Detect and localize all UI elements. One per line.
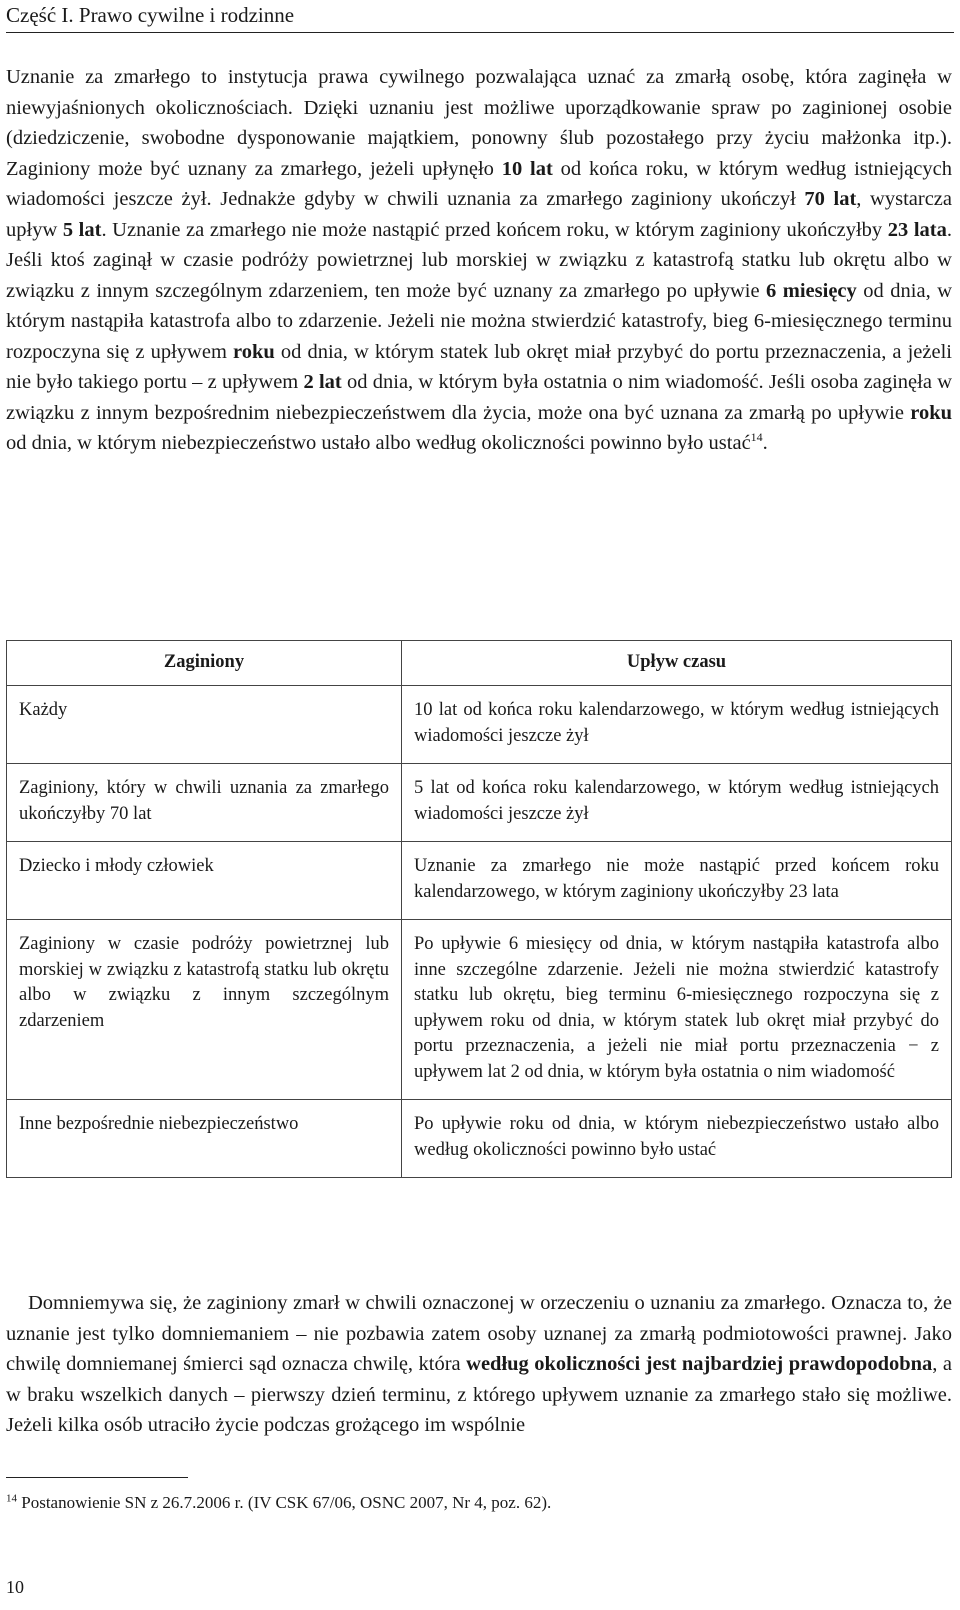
bold-term: 5 lat (62, 218, 102, 241)
page-number: 10 (6, 1577, 24, 1597)
text-segment: od dnia, w którym niebezpieczeństwo ustało albo według okoliczności powinno było ustać (6, 432, 751, 454)
column-header-missing: Zaginiony (7, 641, 402, 686)
bold-term: roku (233, 340, 275, 363)
text-segment: od końca roku, w którym według istniejących wiadomości jeszcze żył. Jednakże gdyby w chwili uznania za zmarłego zaginiony ukończył (6, 157, 952, 210)
footnote (6, 1491, 551, 1515)
table-cell-missing: Każdy (7, 686, 402, 764)
table-row (7, 764, 952, 842)
bold-term: 6 miesięcy (766, 279, 857, 302)
table-cell-time: Uznanie za zmarłego nie może nastąpić przed końcem roku kalendarzowego, w którym zaginiony ukończyłby 23 lata (402, 842, 952, 920)
table-cell-missing: Zaginiony, który w chwili uznania za zmarłego ukończyłby 70 lat (7, 764, 402, 842)
column-header-time: Upływ czasu (402, 641, 952, 686)
text-segment: od dnia, w którym była ostatnia o nim wiadomość. Jeśli osoba zaginęła w związku z innym bezpośrednim niebezpieczeństwem dla życia, może ona być uznana za zmarłą po upływie (6, 371, 952, 424)
text-segment: od dnia, w którym statek lub okręt miał przybyć do portu przeznaczenia, a jeżeli nie było takiego portu – z upływem (6, 340, 952, 393)
presumption-paragraph (6, 1288, 952, 1441)
text-segment: od dnia, w którym nastąpiła katastrofa albo to zdarzenie. Jeżeli nie można stwierdzić katastrofy, bieg 6-miesięcznego terminu rozpoczyna się z upływem (6, 279, 952, 363)
table-cell-time: Po upływie 6 miesięcy od dnia, w którym nastąpiła katastrofa albo inne szczególne zdarzenie. Jeżeli nie można stwierdzić katastrofy statku lub okrętu, bieg terminu 6-miesięcznego rozpoczyna się z upływem roku od dnia, w którym statek lub okręt miał przybyć do portu przeznaczenia, a jeżeli nie miał portu przeznaczenia − z upływem lat 2 od dnia, w którym była ostatnia o nim wiadomość (402, 920, 952, 1100)
footnote-number: 14 (6, 1492, 17, 1505)
bold-term: 2 lat (303, 371, 342, 393)
bold-term: według okoliczności jest najbardziej prawdopodobna (466, 1353, 933, 1375)
footnote-ref[interactable]: 14 (750, 430, 763, 445)
text-segment: , a w braku wszelkich danych – pierwszy dzień terminu, z którego upływem uznanie za zmarłego stało się możliwe. Jeżeli kilka osób utraciło życie podczas grożącego im wspólnie (6, 1353, 952, 1436)
table-cell-time: 5 lat od końca roku kalendarzowego, w którym według istniejących wiadomości jeszcze żył (402, 764, 952, 842)
running-header: Część I. Prawo cywilne i rodzinne (6, 0, 954, 33)
text-segment: . Jeśli ktoś zaginął w czasie podróży powietrznej lub morskiej w związku z katastrofą statku lub okrętu albo w związku z innym szczególnym zdarzeniem, ten może być uznany za zmarłego po upływie (6, 218, 952, 302)
text-segment: Domniemywa się, że zaginiony zmarł w chwili oznaczonej w orzeczeniu o uznaniu za zmarłego. Oznacza to, że uznanie jest tylko domniemaniem – nie pozbawia zatem osoby uznanej za zmarłą podmiotowości prawnej. Jako chwilę domniemanej śmierci sąd oznacza chwilę, która (6, 1292, 952, 1375)
table-header-row (7, 641, 952, 686)
table-cell-missing: Inne bezpośrednie niebezpieczeństwo (7, 1100, 402, 1178)
bold-term: 10 lat (501, 157, 553, 180)
time-limits-table (6, 640, 952, 1178)
footnote-text: Postanowienie SN z 26.7.2006 r. (IV CSK 67/06, OSNC 2007, Nr 4, poz. 62). (17, 1493, 552, 1512)
text-segment: Uznanie za zmarłego to instytucja prawa cywilnego pozwalająca uznać za zmarłą osobę, która zaginęła w niewyjaśnionych okolicznościach. Dzięki uznaniu jest możliwe uporządkowanie spraw po zaginionej osobie (dziedziczenie, swobodne dysponowanie majątkiem, ponowny ślub pozostałego przy życiu małżonka itp.). Zaginiony może być uznany za zmarłego, jeżeli upłynęło (6, 66, 952, 180)
intro-paragraph (6, 62, 952, 459)
table-row (7, 1100, 952, 1178)
table-row (7, 842, 952, 920)
table-row (7, 686, 952, 764)
table-cell-missing: Zaginiony w czasie podróży powietrznej lub morskiej w związku z katastrofą statku lub okrętu albo w związku z innym szczególnym zdarzeniem (7, 920, 402, 1100)
bold-term: 70 lat (804, 188, 857, 210)
table-cell-time: Po upływie roku od dnia, w którym niebezpieczeństwo ustało albo według okoliczności powinno było ustać (402, 1100, 952, 1178)
text-segment: . (762, 432, 768, 454)
bold-term: roku (910, 401, 952, 424)
table-cell-time: 10 lat od końca roku kalendarzowego, w którym według istniejących wiadomości jeszcze żył (402, 686, 952, 764)
table-row (7, 920, 952, 1100)
text-segment: . Uznanie za zmarłego nie może nastąpić przed końcem roku, w którym zaginiony ukończyłby (101, 218, 888, 241)
footnote-divider (6, 1477, 188, 1478)
bold-term: 23 lata (887, 218, 947, 241)
table-cell-missing: Dziecko i młody człowiek (7, 842, 402, 920)
text-segment: , wystarcza upływ (6, 188, 952, 241)
